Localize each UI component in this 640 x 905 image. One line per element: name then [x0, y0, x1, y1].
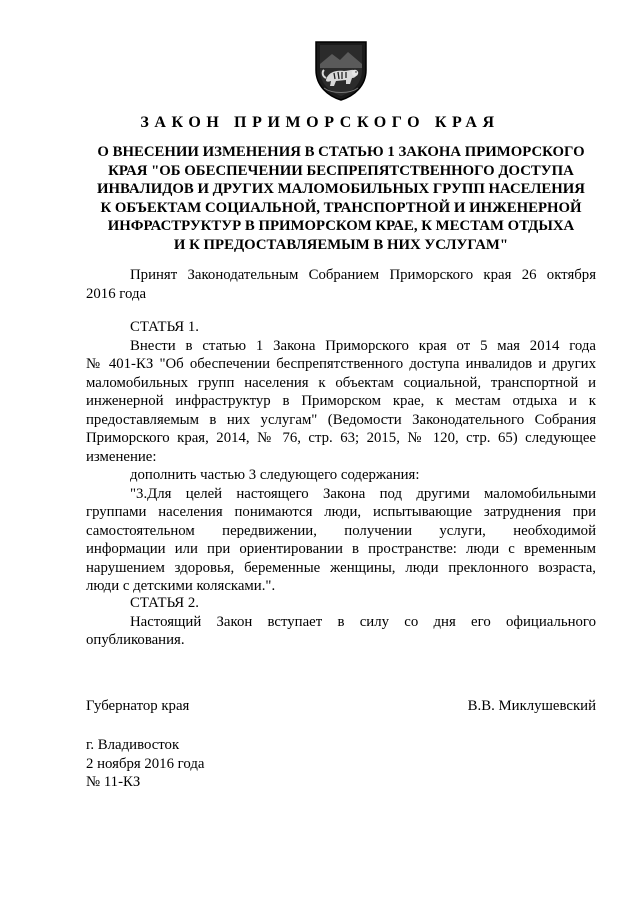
article-2-heading: СТАТЬЯ 2. — [130, 595, 199, 611]
subject-line: КРАЯ "ОБ ОБЕСПЕЧЕНИИ БЕСПРЕПЯТСТВЕННОГО ДОСТУПА — [108, 162, 574, 179]
subject-line: ИНВАЛИДОВ И ДРУГИХ МАЛОМОБИЛЬНЫХ ГРУПП НАСЕЛЕНИЯ — [97, 181, 585, 197]
article-1-line: Внести в статью 1 Закона Приморского края от 5 мая 2014 года — [130, 337, 596, 354]
signature-row — [86, 697, 596, 716]
article-2-line: опубликования. — [86, 632, 185, 648]
article-1-quote-line: нарушением здоровья, беременные женщины, люди преклонного возраста, — [86, 559, 596, 576]
footer-number: № 11-КЗ — [86, 774, 141, 790]
coat-of-arms-icon — [312, 40, 370, 102]
adoption-line: Принят Законодательным Собранием Приморского края 26 октября — [130, 267, 596, 283]
article-1-instruction: дополнить частью 3 следующего содержания: — [130, 467, 420, 483]
subject-line: О ВНЕСЕНИИ ИЗМЕНЕНИЯ В СТАТЬЮ 1 ЗАКОНА ПРИМОРСКОГО — [97, 144, 585, 160]
article-1-quote-line: самостоятельном передвижении, получении услуги, необходимой — [86, 522, 596, 539]
signatory-name: В.В. Миклушевский — [467, 698, 596, 714]
law-subject — [86, 143, 596, 254]
article-1-line: изменение: — [86, 448, 157, 465]
article-2 — [86, 594, 596, 650]
article-1-line: инженерной инфраструктур в Приморском крае, к местам отдыха и к — [86, 393, 596, 409]
article-1-line: Приморского края, 2014, № 76, стр. 63; 2015, № 120, стр. 65) следующее — [86, 430, 596, 446]
article-1-line: маломобильных групп населения к объектам социальной, транспортной и — [86, 374, 596, 391]
adoption-note — [86, 266, 596, 303]
article-1-quote-line: "3.Для целей настоящего Закона под другими маломобильными — [130, 485, 596, 502]
article-2-line: Настоящий Закон вступает в силу со дня его официального — [130, 613, 596, 630]
footer-city: г. Владивосток — [86, 737, 180, 753]
article-1-heading: СТАТЬЯ 1. — [130, 319, 199, 335]
article-1-quote-line: люди с детскими колясками.". — [86, 578, 276, 594]
adoption-line: 2016 года — [86, 285, 147, 302]
footer-date: 2 ноября 2016 года — [86, 755, 205, 772]
article-1 — [86, 318, 596, 596]
article-1-quote-line: информации или при ориентировании в пространстве: люди с временным — [86, 541, 596, 557]
article-1-line: № 401-КЗ "Об обеспечении беспрепятственного доступа инвалидов и других — [86, 356, 596, 372]
subject-line: ИНФРАСТРУКТУР В ПРИМОРСКОМ КРАЕ, К МЕСТАМ ОТДЫХА — [107, 218, 575, 234]
article-1-line: предоставляемым в них услугам" (Ведомости Законодательного Собрания — [86, 411, 596, 428]
signatory-position: Губернатор края — [86, 698, 190, 714]
law-title: ЗАКОН ПРИМОРСКОГО КРАЯ — [140, 114, 500, 131]
subject-line: К ОБЪЕКТАМ СОЦИАЛЬНОЙ, ТРАНСПОРТНОЙ И ИНЖЕНЕРНОЙ — [100, 199, 582, 216]
subject-line: И К ПРЕДОСТАВЛЯЕМЫМ В НИХ УСЛУГАМ" — [173, 236, 509, 253]
document-footer — [86, 736, 386, 792]
article-1-quote-line: группами населения понимаются люди, испытывающие затруднения при — [86, 504, 596, 520]
